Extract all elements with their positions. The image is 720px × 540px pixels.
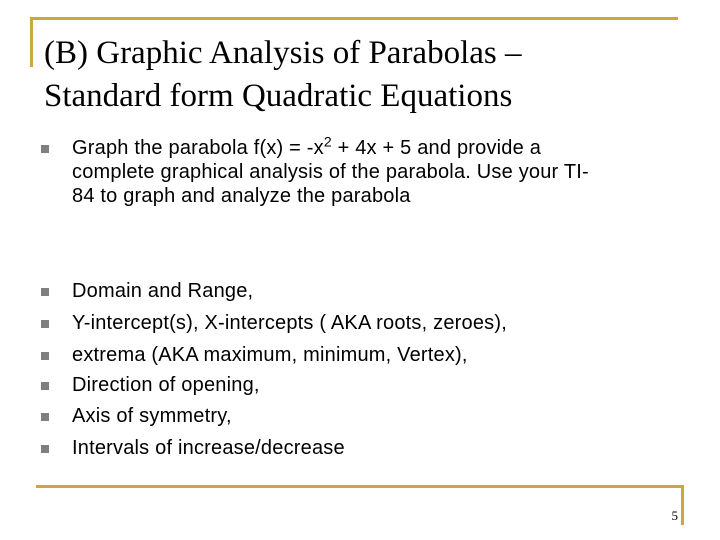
- title-line-1: (B) Graphic Analysis of Parabolas –: [44, 35, 522, 71]
- exponent: 2: [323, 133, 332, 150]
- square-bullet-icon: [41, 320, 49, 328]
- square-bullet-icon: [41, 413, 49, 421]
- right-accent-line: [681, 485, 684, 525]
- bullet-line-3: 84 to graph and analyze the parabola: [72, 185, 411, 207]
- bullet-text: Y-intercept(s), X-intercepts ( AKA roots, zeroes),: [72, 312, 507, 334]
- bullet-text: Direction of opening,: [72, 374, 260, 396]
- title-line-2: Standard form Quadratic Equations: [44, 78, 513, 114]
- bullet-text: Intervals of increase/decrease: [72, 437, 345, 459]
- bottom-accent-line: [36, 485, 684, 488]
- square-bullet-icon: [41, 145, 49, 153]
- left-accent-line: [30, 17, 33, 67]
- bullet-line-2: complete graphical analysis of the parabola. Use your TI-: [72, 161, 589, 183]
- square-bullet-icon: [41, 445, 49, 453]
- page-number: 5: [671, 508, 678, 523]
- bullet-text: Axis of symmetry,: [72, 405, 232, 427]
- bullet-line-1: Graph the parabola $f(x) = -x^2 + 4x + 5$ and provide a: [72, 133, 542, 159]
- bullet-text: [72, 133, 692, 208]
- slide-title: [44, 32, 694, 118]
- square-bullet-icon: [41, 352, 49, 360]
- square-bullet-icon: [41, 288, 49, 296]
- bullet-text: Domain and Range,: [72, 280, 254, 302]
- bullet-text: extrema (AKA maximum, minimum, Vertex),: [72, 344, 468, 366]
- square-bullet-icon: [41, 382, 49, 390]
- top-accent-line: [30, 17, 678, 20]
